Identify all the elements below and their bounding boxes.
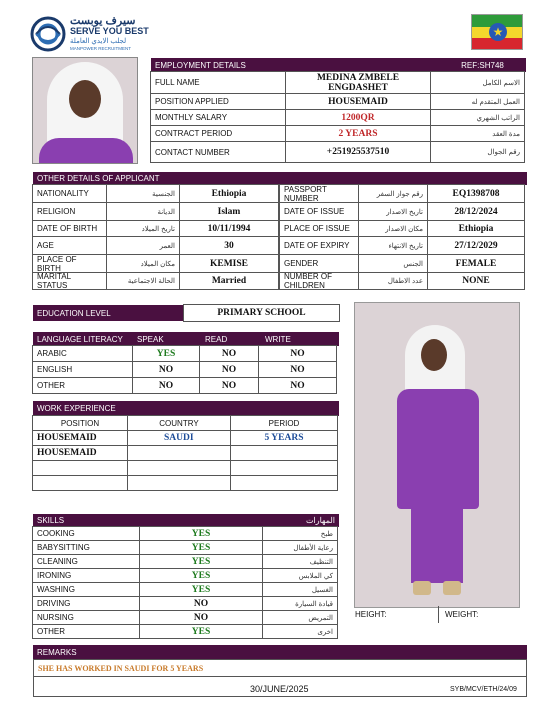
work-period [230, 445, 338, 461]
field-label: MONTHLY SALARY [150, 109, 286, 126]
skill-label: WASHING [32, 582, 140, 597]
detail-value: Islam [179, 202, 279, 221]
skill-label-ar: اخرى [262, 624, 338, 639]
detail-label-ar: الحالة الاجتماعية [106, 272, 180, 290]
skill-label-ar: قيادة السيارة [262, 596, 338, 611]
employment-row [151, 72, 525, 94]
detail-label-ar: عدد الاطفال [358, 272, 428, 290]
skill-value: YES [139, 582, 263, 597]
other-detail-row [280, 255, 525, 273]
detail-label: DATE OF EXPIRY [279, 236, 359, 255]
detail-label: NATIONALITY [32, 184, 107, 203]
lang-header: LANGUAGE LITERACY [33, 332, 133, 346]
applicant-fullbody-photo [354, 302, 520, 608]
company-sub-ar: لجلب الايدي العاملة [70, 38, 127, 45]
other-detail-row [280, 221, 525, 237]
skill-label-ar: التنظيف [262, 554, 338, 569]
other-details-header: OTHER DETAILS OF APPLICANT [33, 172, 527, 185]
work-experience-table [33, 416, 339, 491]
skill-label-ar: كي الملابس [262, 568, 338, 583]
skill-row [33, 583, 339, 597]
work-country [127, 445, 231, 461]
detail-label-ar: الجنسية [106, 184, 180, 203]
skill-label: OTHER [32, 624, 140, 639]
detail-label-ar: تاريخ الاصدار [358, 202, 428, 221]
footer-border [33, 677, 527, 697]
detail-label-ar: الجنس [358, 254, 428, 273]
detail-value: KEMISE [179, 254, 279, 273]
detail-label: PLACE OF BIRTH [32, 254, 107, 273]
work-row [33, 476, 339, 491]
detail-label: NUMBER OF CHILDREN [279, 272, 359, 290]
write-value: NO [258, 345, 337, 362]
employment-row [151, 94, 525, 110]
skill-row [33, 555, 339, 569]
work-position [32, 475, 128, 491]
speak-header: SPEAK [133, 332, 201, 346]
detail-value: 28/12/2024 [427, 202, 525, 221]
work-country: SAUDI [127, 430, 231, 446]
detail-label: RELIGION [32, 202, 107, 221]
other-detail-row [33, 273, 279, 290]
applicant-headshot [32, 57, 138, 164]
skills-header: SKILLS المهارات [33, 514, 339, 527]
skill-label: IRONING [32, 568, 140, 583]
field-label-ar: الاسم الكامل [430, 71, 525, 94]
field-value: 2 YEARS [285, 125, 431, 142]
weight-label: WEIGHT: [445, 610, 479, 619]
skill-value: YES [139, 526, 263, 541]
field-label-ar: الراتب الشهري [430, 109, 525, 126]
other-detail-row [33, 237, 279, 255]
skill-value: YES [139, 624, 263, 639]
detail-label-ar: مكان الاصدار [358, 220, 428, 237]
write-value: NO [258, 361, 337, 378]
skill-row [33, 541, 339, 555]
skill-value: YES [139, 540, 263, 555]
field-label-ar: مدة العقد [430, 125, 525, 142]
work-country [127, 460, 231, 476]
speak-value: NO [132, 377, 200, 394]
language-row [33, 378, 339, 394]
field-value: +251925537510 [285, 141, 431, 163]
write-value: NO [258, 377, 337, 394]
work-period: 5 YEARS [230, 430, 338, 446]
company-name-ar: سيرف يوبست [70, 15, 136, 27]
divider [438, 606, 439, 623]
other-detail-row [280, 237, 525, 255]
skill-value: NO [139, 610, 263, 625]
detail-value: EQ1398708 [427, 184, 525, 203]
detail-label-ar: تاريخ الميلاد [106, 220, 180, 237]
other-detail-row [280, 273, 525, 290]
skill-label-ar: الغسيل [262, 582, 338, 597]
other-detail-row [33, 203, 279, 221]
work-position: HOUSEMAID [32, 430, 128, 446]
speak-value: NO [132, 361, 200, 378]
work-col-position: POSITION [32, 415, 128, 431]
skill-row [33, 527, 339, 541]
remarks-header: REMARKS [33, 645, 527, 659]
detail-label: DATE OF ISSUE [279, 202, 359, 221]
education-level-label: EDUCATION LEVEL [33, 305, 183, 321]
read-header: READ [201, 332, 261, 346]
height-label: HEIGHT: [355, 610, 387, 619]
detail-label-ar: الديانة [106, 202, 180, 221]
field-label-ar: العمل المتقدم له [430, 93, 525, 110]
detail-value: Ethiopia [179, 184, 279, 203]
read-value: NO [199, 361, 259, 378]
read-value: NO [199, 377, 259, 394]
skill-label: COOKING [32, 526, 140, 541]
detail-label: PASSPORT NUMBER [279, 184, 359, 203]
language-table [33, 332, 339, 394]
skill-label: NURSING [32, 610, 140, 625]
other-detail-row [280, 185, 525, 203]
field-value: MEDINA ZMBELE ENGDASHET [285, 71, 431, 94]
skill-row [33, 611, 339, 625]
detail-value: FEMALE [427, 254, 525, 273]
skill-row [33, 597, 339, 611]
detail-label-ar: رقم جواز السفر [358, 184, 428, 203]
field-label: CONTRACT PERIOD [150, 125, 286, 142]
work-country [127, 475, 231, 491]
speak-value: YES [132, 345, 200, 362]
logo-globe-icon [30, 16, 66, 52]
company-logo [30, 14, 190, 54]
field-value: HOUSEMAID [285, 93, 431, 110]
work-row [33, 446, 339, 461]
skill-row [33, 569, 339, 583]
employment-row [151, 142, 525, 163]
language-row [33, 362, 339, 378]
other-detail-row [280, 203, 525, 221]
detail-value: NONE [427, 272, 525, 290]
field-label: CONTACT NUMBER [150, 141, 286, 163]
company-sub-en: MANPOWER RECRUITMENT [70, 46, 131, 51]
flag-emblem-icon: ★ [489, 23, 507, 41]
language-row [33, 346, 339, 362]
detail-label-ar: مكان الميلاد [106, 254, 180, 273]
work-position [32, 460, 128, 476]
other-detail-row [33, 255, 279, 273]
skill-row [33, 625, 339, 639]
field-label: FULL NAME [150, 71, 286, 94]
detail-label: AGE [32, 236, 107, 255]
skills-table [33, 527, 339, 639]
skill-label: DRIVING [32, 596, 140, 611]
detail-value: 27/12/2029 [427, 236, 525, 255]
other-detail-row [33, 185, 279, 203]
employment-row [151, 126, 525, 142]
work-col-headers [33, 416, 339, 431]
footer-date: 30/JUNE/2025 [250, 684, 309, 694]
work-experience-header: WORK EXPERIENCE [33, 401, 339, 416]
skill-label: CLEANING [32, 554, 140, 569]
detail-value: 30 [179, 236, 279, 255]
work-col-country: COUNTRY [127, 415, 231, 431]
language-name: ARABIC [32, 345, 133, 362]
work-row [33, 431, 339, 446]
language-name: ENGLISH [32, 361, 133, 378]
field-value: 1200QR [285, 109, 431, 126]
skill-value: NO [139, 596, 263, 611]
work-position: HOUSEMAID [32, 445, 128, 461]
footer-code: SYB/MCV/ETH/24/09 [450, 686, 517, 693]
detail-label-ar: تاريخ الانتهاء [358, 236, 428, 255]
detail-label: MARITAL STATUS [32, 272, 107, 290]
field-label-ar: رقم الجوال [430, 141, 525, 163]
skill-label-ar: التمريض [262, 610, 338, 625]
language-name: OTHER [32, 377, 133, 394]
education-level-value: PRIMARY SCHOOL [183, 304, 340, 322]
detail-value: Ethiopia [427, 220, 525, 237]
detail-label: GENDER [279, 254, 359, 273]
work-row [33, 461, 339, 476]
detail-label: DATE OF BIRTH [32, 220, 107, 237]
detail-value: Married [179, 272, 279, 290]
ref-number: REF:SH748 [435, 58, 526, 72]
company-name-en: SERVE YOU BEST [70, 26, 149, 36]
field-label: POSITION APPLIED [150, 93, 286, 110]
skill-value: YES [139, 568, 263, 583]
skill-value: YES [139, 554, 263, 569]
detail-label-ar: العمر [106, 236, 180, 255]
work-col-period: PERIOD [230, 415, 338, 431]
flag-ethiopia [471, 14, 523, 50]
work-period [230, 460, 338, 476]
detail-label: PLACE OF ISSUE [279, 220, 359, 237]
other-detail-row [33, 221, 279, 237]
skill-label-ar: رعاية الأطفال [262, 540, 338, 555]
work-period [230, 475, 338, 491]
employment-row [151, 110, 525, 126]
write-header: WRITE [261, 332, 339, 346]
remarks-text: SHE HAS WORKED IN SAUDI FOR 5 YEARS [33, 659, 527, 677]
other-details-table [33, 185, 527, 301]
employment-details-header: EMPLOYMENT DETAILS [151, 58, 435, 72]
skill-label-ar: طبخ [262, 526, 338, 541]
read-value: NO [199, 345, 259, 362]
detail-value: 10/11/1994 [179, 220, 279, 237]
skill-label: BABYSITTING [32, 540, 140, 555]
